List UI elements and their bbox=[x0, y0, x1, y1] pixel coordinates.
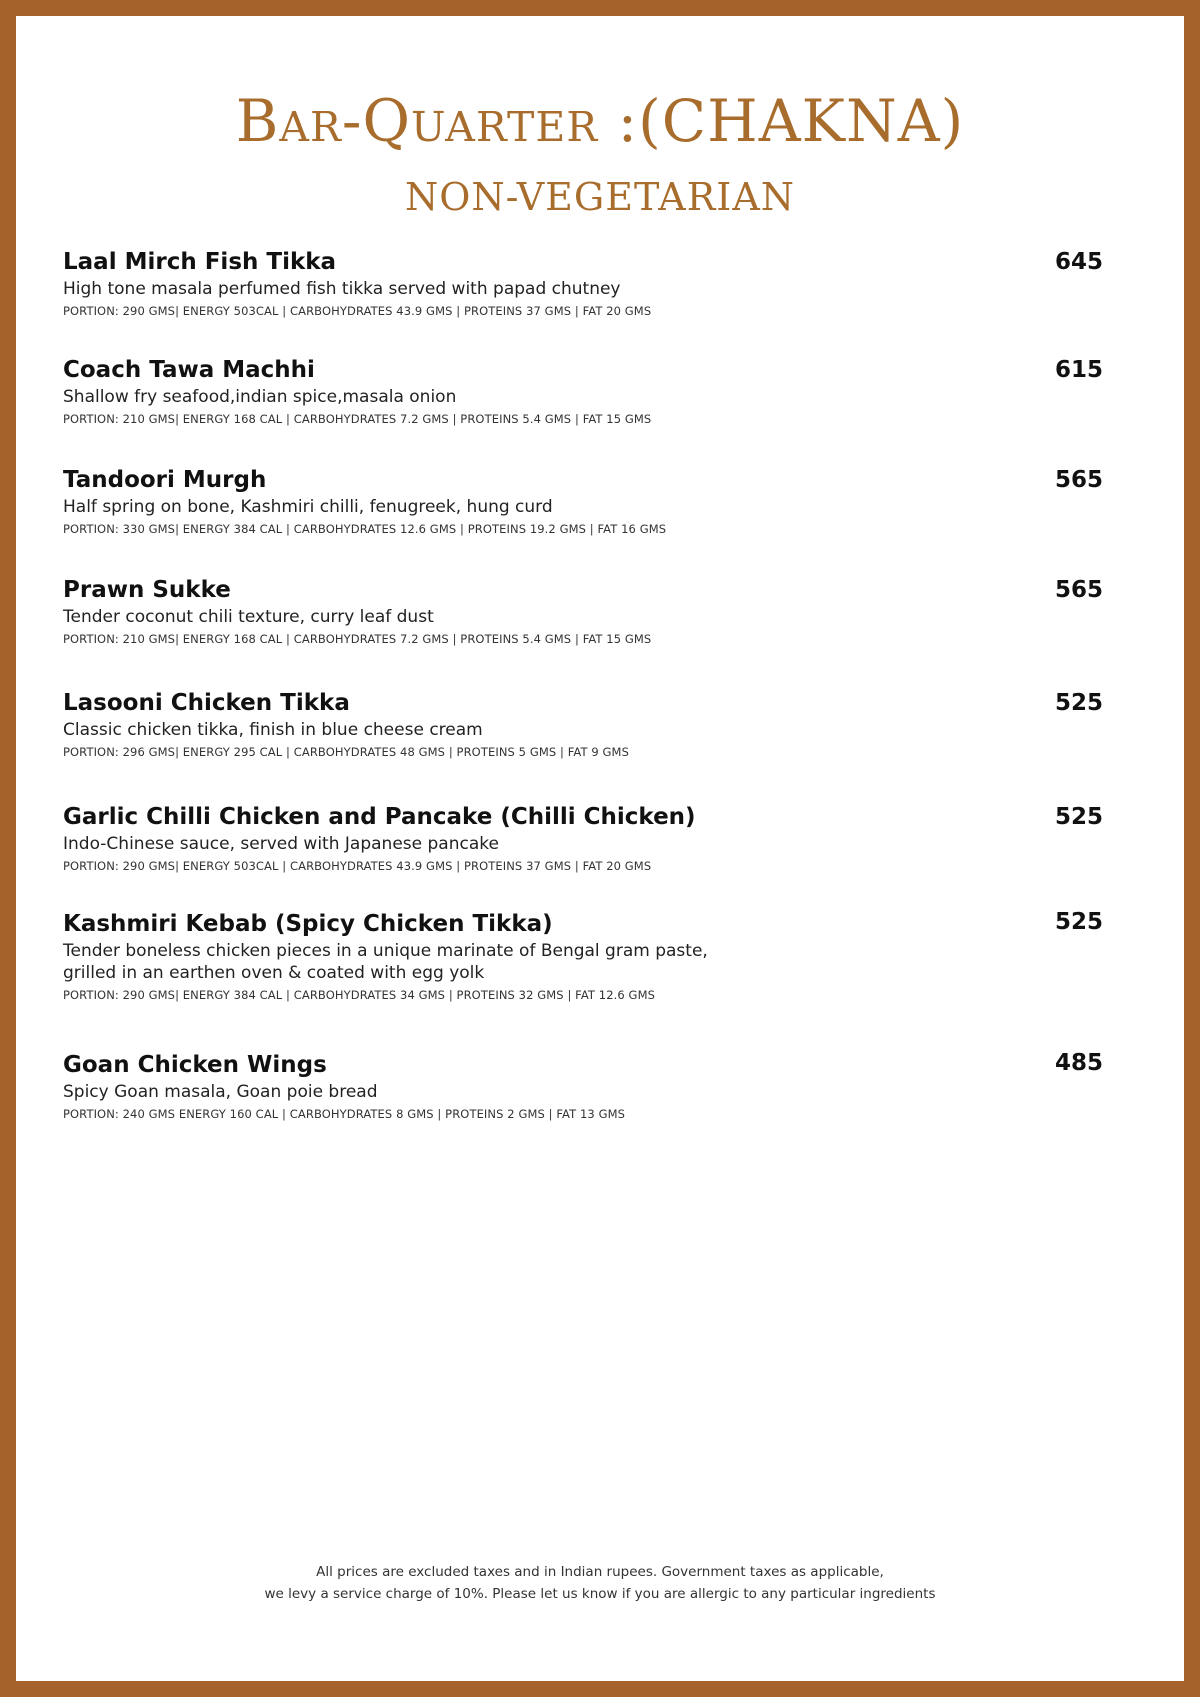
item-name: Lasooni Chicken Tikka bbox=[63, 690, 350, 716]
item-price: 525 bbox=[1054, 909, 1103, 935]
item-description: Classic chicken tikka, finish in blue cheese cream bbox=[63, 720, 483, 740]
page-title: Bar-Quarter :(CHAKNA) bbox=[235, 87, 965, 155]
menu-item bbox=[63, 466, 1103, 537]
item-nutrition: PORTION: 296 GMS| ENERGY 295 CAL | CARBOHYDRATES 48 GMS | PROTEINS 5 GMS | FAT 9 GMS bbox=[63, 745, 629, 759]
footer-line-1: All prices are excluded taxes and in Indian rupees. Government taxes as applicable, bbox=[316, 1564, 884, 1580]
item-price: 645 bbox=[1054, 249, 1103, 275]
item-price: 525 bbox=[1054, 804, 1103, 830]
item-nutrition: PORTION: 210 GMS| ENERGY 168 CAL | CARBOHYDRATES 7.2 GMS | PROTEINS 5.4 GMS | FAT 15 GMS bbox=[63, 412, 652, 426]
item-name: Coach Tawa Machhi bbox=[63, 357, 315, 383]
menu-item bbox=[63, 1051, 1103, 1122]
item-description: Tender coconut chili texture, curry leaf dust bbox=[63, 607, 434, 627]
item-price: 565 bbox=[1054, 467, 1103, 493]
item-price: 525 bbox=[1054, 690, 1103, 716]
menu-item bbox=[63, 689, 1103, 760]
item-nutrition: PORTION: 290 GMS| ENERGY 384 CAL | CARBOHYDRATES 34 GMS | PROTEINS 32 GMS | FAT 12.6 GMS bbox=[63, 988, 655, 1002]
menu-item bbox=[63, 356, 1103, 427]
item-nutrition: PORTION: 290 GMS| ENERGY 503CAL | CARBOHYDRATES 43.9 GMS | PROTEINS 37 GMS | FAT 20 GMS bbox=[63, 859, 652, 873]
item-description-line2: grilled in an earthen oven & coated with egg yolk bbox=[63, 963, 485, 983]
menu-item bbox=[63, 803, 1103, 874]
item-price: 565 bbox=[1054, 577, 1103, 603]
section-subtitle: NON-VEGETARIAN bbox=[404, 175, 796, 219]
item-nutrition: PORTION: 290 GMS| ENERGY 503CAL | CARBOHYDRATES 43.9 GMS | PROTEINS 37 GMS | FAT 20 GMS bbox=[63, 304, 652, 318]
item-name: Tandoori Murgh bbox=[63, 467, 267, 493]
item-price: 615 bbox=[1054, 357, 1103, 383]
item-nutrition: PORTION: 210 GMS| ENERGY 168 CAL | CARBOHYDRATES 7.2 GMS | PROTEINS 5.4 GMS | FAT 15 GMS bbox=[63, 632, 652, 646]
item-nutrition: PORTION: 330 GMS| ENERGY 384 CAL | CARBOHYDRATES 12.6 GMS | PROTEINS 19.2 GMS | FAT 16 GMS bbox=[63, 522, 667, 536]
menu-item bbox=[63, 576, 1103, 647]
item-description: High tone masala perfumed fish tikka served with papad chutney bbox=[63, 279, 621, 299]
item-description: Half spring on bone, Kashmiri chilli, fenugreek, hung curd bbox=[63, 497, 553, 517]
menu-item bbox=[63, 910, 1103, 1003]
footer-line-2: we levy a service charge of 10%. Please let us know if you are allergic to any particular ingredients bbox=[264, 1586, 936, 1602]
item-description: Indo-Chinese sauce, served with Japanese pancake bbox=[63, 834, 499, 854]
item-nutrition: PORTION: 240 GMS ENERGY 160 CAL | CARBOHYDRATES 8 GMS | PROTEINS 2 GMS | FAT 13 GMS bbox=[63, 1107, 626, 1121]
menu-item bbox=[63, 248, 1103, 319]
item-name: Prawn Sukke bbox=[63, 577, 231, 603]
item-name: Goan Chicken Wings bbox=[63, 1052, 327, 1078]
item-description: Tender boneless chicken pieces in a unique marinate of Bengal gram paste, bbox=[63, 941, 708, 961]
item-name: Garlic Chilli Chicken and Pancake (Chilli Chicken) bbox=[63, 804, 696, 830]
item-name: Laal Mirch Fish Tikka bbox=[63, 249, 337, 275]
item-description: Shallow fry seafood,indian spice,masala onion bbox=[63, 387, 457, 407]
item-name: Kashmiri Kebab (Spicy Chicken Tikka) bbox=[63, 911, 553, 937]
item-description: Spicy Goan masala, Goan poie bread bbox=[63, 1082, 378, 1102]
item-price: 485 bbox=[1054, 1050, 1103, 1076]
footer-disclaimer bbox=[16, 1561, 1184, 1605]
menu-page bbox=[16, 16, 1184, 1681]
